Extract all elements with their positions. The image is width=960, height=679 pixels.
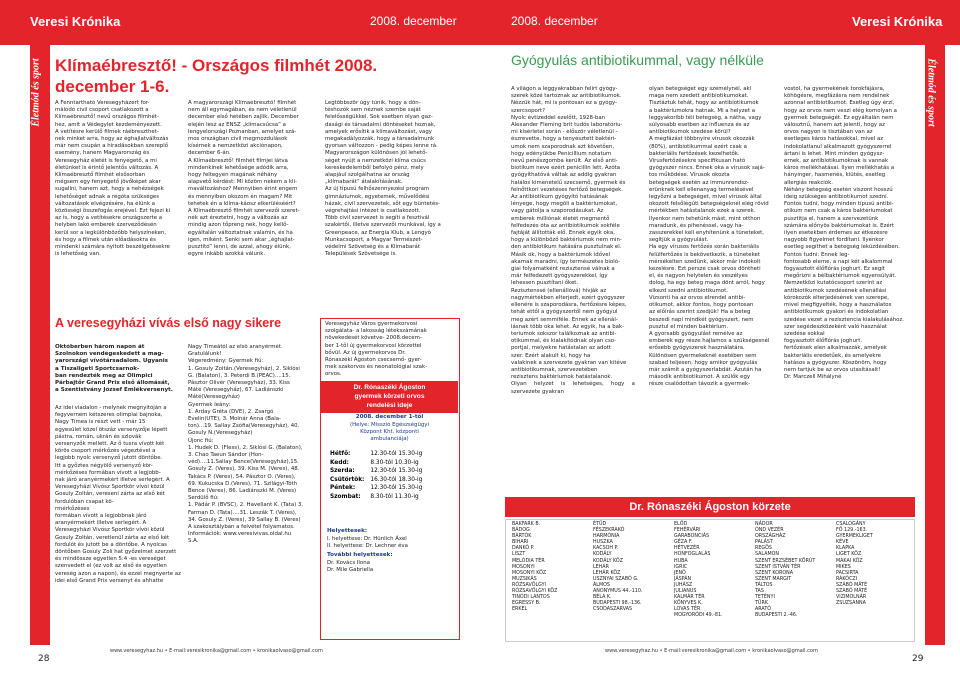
left-footer: www.veresegyhaz.hu • E-mail:veresikronika@gmail.com • kronikaolvaso@gmail.com [110, 648, 323, 654]
swim-lead: Októberben három napon át Szolnokon vendégeskedett a mag- yarországi vívótársadalom. Ugyanis a Tiszaligeti Sportcsarnok- ban rendezték meg az Olimpici Párbajtőr Grand Prix első állomását, a Szentistvány József Emlékversenyt. [55, 344, 173, 394]
hours-day: Hétfő: [330, 451, 351, 457]
hours-day: Kedd: [330, 459, 349, 466]
right-page-number: 29 [912, 654, 924, 664]
hours-time: 8.30-tól 10.30-ig [370, 459, 419, 466]
film-col-1: A Fenntartható Veresegyházért for- málódó civil csoport csatlakozott a Klímaébresztő! nevű országos filmhét- hez, amit a Védegylet kezdeményezett. A vetítésre kerülő filmek ráébreszthet- nek minket arra, hogy az éghajlatváltozás már nem csupán a híradásokban szereplő esemény, hanem Magyarország és Veresegyház életét is fenyegető, a mi életünket is érintő jelentős változás. A Klímaébresztő filmhét elsősorban mégsem egy fenyegető jövőképet akar sugallni, hanem azt, hogy a nehézségek lehetőséget adnak a régóta szükséges változatások elvégzésére, ha élünk a közösségi összefogás erejével. Ezt fejezi ki az is, hogy a vetítésekre országszerte a helyben lakó emberek szerveződésén kerül sor a legkülönbözőbb helyszíneken, és hogy a filmek után előadásokra és mindenki számára nyitott beszélgetésekre is lehetőség van. [55, 100, 171, 258]
rendelo-intro: Veresegyház Város gyermekorvosi szolgálata- a lakosság létekszámának növekedését követve- 2008.decem- ber 1-től új gyermekorvosi körzettel bővül. Az új gyermekorvos Dr. Rónaszéki Ágoston csecsemő- gyer- mek szakorvos és neonatológiai szak- orvos. [325, 321, 428, 378]
korzet-col-4: NÁDOR ÓND VEZÉR ORSZÁGHÁZ PALÁST REGÖS SALAMON SZENT ERZSÉBET KÖRÚT SZENT ISTVÁN TÉR SZENT KORONA SZENT MARGIT TÁLTOS TAS TETÉNYI TÜRK ARATÓ BUDAPESTI 2.-46. [755, 522, 816, 619]
hours-day: Csütörtök: [330, 476, 365, 483]
film-title: Klímaébresztő! - Országos filmhét 2008. [55, 56, 378, 75]
hours-day: Szombat: [330, 493, 361, 500]
left-side-bar [30, 45, 50, 659]
gyogy-title: Gyógyulás antibiotikummal, vagy nélküle [511, 52, 764, 68]
hours-row [327, 459, 425, 468]
tovabbi-title: További helyettesek: [327, 552, 393, 558]
swim-col-2: Nagy Tímeától az első aranyérmét. Gratulálunk! Végeredmény: Gyermek fiú: 1. Gosuly Zoltán.(Veresegyház), 2. Siklósi G. (Balaton), 3. Peterdi B.(PEAC)....15. Pásztor Olivér (Veresegyház), 33. Kiss Máté (Veresegyház), 67. Ladiánszki Máté(Veresegyház) Gyermek leány: 1. Arday Gréta (DVE), 2. Zsargó Evelin(UTE), 3. Molnár Anna (Bala- ton)...19. Sallay Zsófia(Veresegyház), 40. Gosuly N.(Veresegyház) Újonc fiú: 1. Hudek D. (Fless), 2. Siklósi G. (Balaton), 3. Chao Taeun Sándor (Hon- véd)....11.Sallay Bence(Veresegyház),15. Gosuly Z. (Veres), 39. Kiss M. (Veres), 48. Takács P. (Veres), 54. Pásztor O. (Veres), 69. Kukucska D.(Veres), 71. Szilágyi-Tóth Bence (Veres), 86. Ladiánszki M. (Veres) Serdülő fiú: 1. Pádár P. (BVSC), 2. Havellant K. (Tata) 3. Farman D. (Tata)....31. Leszák T. (Veres), 34. Gosuly Z. (Veres), 39 Sallay B. (Veres) A szakosztályban a felvétel folyamatos. Információk: www.veresivivas.oldal.hu S.A. [188, 344, 304, 545]
tovabbi-list: Dr. Kovács Ilona Dr. Mile Gabriella [327, 560, 374, 573]
left-page-number: 28 [38, 654, 50, 664]
hours-day: Szerda: [330, 468, 355, 474]
hours-row [327, 467, 425, 476]
hours-table [327, 450, 425, 501]
korzet-col-2: ÉTÜD FÉSZEKRAKÓ HARMÓNIA HUSZKA KACSOH P. KODÁLY KODÁLY KÖZ LEHÁR LEHÁR KÖZ USZNYAI SZABÓ G. ÁLMOS ANONYMUS 44.-110. BÉLA K. BUDAPESTI 98.-136. CSODASZARVAS [593, 522, 643, 613]
hours-row [327, 450, 425, 459]
hours-time: 8.30-tól 11.30-ig [370, 493, 419, 500]
swim-col-1: Az idei viadalon - melynek megnyitóján a fegyvernem kétszeres olimpiai bajnoka, Nagy Tímea is részt vett - már 15 egyesület közel ötszáz versenyzője lépett pástra, román, ukrán és szlovák versenyzők mellett. Az ő tusra vívott két körös csoport mérkőzés végeztével a legjobb nyolc versenyző jutott döntőbe. Itt a győztes négyölő versenyző kör- mérkőzéses formában vívott a legjobb- nak járó aranyérmekért illetve serlegért. A Veresegyházi Vívósz Sportkör vívói közül Gosuly Zoltán, vereseni zárta az első két fordulóban csapat kö- rmérkőzéses formában vívott a legjobbnak járó aranyérmekért illetve serlegért. A Veresegyházi Vívósz Sportkör vívói közül Gosuly Zoltán, veretlenül zárta az első két fordulót és jutott be a döntőbe. A nyolcas döntőben Gosuly Zoli hat győzelmet szerzett és mindössze egyetlen 5:4 -es vereséget szenvedett el (ez volt az első és egyetlen vereség azon a napon), és ezzel megnyerte az idei első Grand Prix versenyt és ahhatte [55, 405, 181, 584]
right-footer: www.veresegyhaz.hu • E-mail:veresikronika@gmail.com • kronikaolvaso@gmail.com [605, 648, 818, 654]
right-page-title: Veresi Krónika [852, 14, 943, 29]
film-col-2: A magyarországi Klímaébresztő! filmhét nem áll egymagában, és nem véletlenül december első hetében zajlik. December elején lesz az ENSZ „klímacsúcsa” a lengyelországi Poznanban, amelyet szá- mos országban civil megmozdulások kísérnek a nemzetközi akciónapon, december 6-án. A Klímaébresztő! filmhét filmjei látva mindenkinek lehetősége adódik arra, hogy feltegyen magának néhány alapvető kérdést: Mi közöm nekem a kli- maváltozáshoz? Mennyiben érint engem és mennyiben okozom én magam? Mit tehetek én a klíma-káosz elkerüléséért? A Klímaébresztő filmhét szervezői szeret- nék azt éreztetni, hogy a változás az mindig azon tőpreng nek, hogy kellő- egyáltalán változtatnak valamin, és ha igen, miként. Senki sem akar „éghajlat- pusztító” lenni, de azzal, ahogy élünk, egyre inkább azokká válunk. [188, 100, 300, 258]
korzet-col-5: CSALOGÁNY FŐ 129.-163. GYERMEKLIGET KÉVE KLAPKA LIGET KÖZ MAKAI KÖZ MIKES PACSIRTA RÁKÓCZI SZÁBÓ MÁTÉ SZABÓ MÁTÉ VIZIMOLNÁR ZSUZSANNA [836, 522, 873, 607]
hours-day: Péntek: [330, 485, 356, 491]
swim-title: A veresegyházi vívás első nagy sikere [55, 316, 282, 330]
left-side-label: Életmód és sport [30, 58, 42, 127]
right-side-label: Életmód és sport [925, 58, 937, 127]
gyogy-col-2: olyan betegséget egy személynél, aki maga nem szedett antibiotikumokat. Tisztáztuk tehát, hogy az antibiotikumok a baktériumokra hatnak. Mi a helyzet a leggyakoribb téli betegség, a nátha, vagy súlyosabb esetben az influenza és az antibiotikumok szedése körül? A megfázást többnyire vírusok okozzák (80%), antibiotikummal ezért csak a bakteriális fertőzések kezelhetők. Vírusfertőzésekre specifikusan ható gyógyszer nincs. Ennek oka a vírusok sajá- tos működése. Vírusok okozta betegségek esetén az immunrendsz- erünknek kell ellenanyag termelésével legyőzni a betegséget, mivel vírusok által okozott felsőlégúti betegségeknél elég rövid mértékben hatástalanok ezek a szerek. Ilyenkor nem tehetünk mást, mint otthon maradunk, és pihenéssel, vagy ha- zasszerekkel kell enyhítenünk a tüneteket, segítjük a gyógyulást. Ha egy vírusos fertőzés során bakteriális felülfertőzés is bekövetkezik, a tüneteket mérsékelten szedünk, akkor már indokolt kezelésre. Ezt persze csak orvos döntheti el, és nagyon helytelen és veszélyes dolog, ha egy beteg maga dönt arról, hogy elkezd szedni antibiotikumot. Vizsonti ha az orvos elrendel antibi- otikumot, akkor fontos, hogy pontosan az előírás szerint szedjük! Ha a beteg beszedi napi mindkét gyógyszert, nem pusztul el minden baktérium. A gyorsabb gyógyulást remélve az emberek egy része hajlamos a szükségesnél erősebb gyógyszerek használatára. Különösen gyermekeknél esetében sem szabad teljesen, hogy amikor gyógyulás már számít a gyógyszerlabdát. Azután ha második antibiotikumot. A szülők egy része csalódottan távozik a gyermek- [649, 86, 770, 388]
gyogy-col-1: A világon a leggyakrabban felírt gyógy- szerek közé tartoznak az antibiotikumok. Nézzük hát, mi is pontosan ez a gyógy- szercsoport? Nyolc évtizeddel ezelőtt, 1928-ban Alexander Fleming brit tudós laboratóriu- mi kísérletei során - először véletlenül - észrevette, hogy a tenyésztett baktéri- umok nem szaporodnak azt követően, hogy edényükbe Penicillium notatum nevű penészgomba került. Az első anti- biotikum neve ezért penicillin lett. Azóta gyógyíthatóvá váltak az addig gyakran halálos kimenetelű szecsemő, gyermek és felnőttkori vezetéses fertőző betegségek. Az antibiotikum gyógyító hatásának lényege, hogy megöli a baktériumokat, vagy gátolja a szaporodásukat. Az emberek milliónak életét megmentő felfedezés óta az antibiotikumok sokféle fajtáját állították elő. Ennek egyik oka, hogy a különböző baktériumok nem min- den antibiotikum hatására pusztulnak el. Másik ok, hogy a baktériumok idővel akarnak maradni, így természetes bioló- giai folyamatként rezisztensé válnak a már felfedezett gyógyszerekkel, így lehessen pusztítani őket. Rezisztenssé (ellenállóvá) hívják az nagymértékben elterjedt, ezért gyógyszer ellenére is szaporodásra, fertőzésre képes, tehát ettől a gyógyszertől nem gyógyul meg azért semmiféle. Ennek az ellenál- lásnak több oka lehet. Az egyik, ha a bak- teriumok sokszor találkoznak az antibi- otikummal, és kialakítódnak olyan cso- portjai, melyekre hatástalan az adott szer. Ezért alakult ki, hogy ha valakinek a szervezete gyakran van kitéve antibiotikumnak, szervezetében rezisztens baktériumok hatástalanok. Olyan helyzet is lehetséges, hogy a szervezete gyakran [511, 86, 635, 395]
helyettes-title: Helyettesek: [327, 528, 368, 534]
gyogy-col-3: vostól, ha gyermekének torokfájásra, köhögésre, megfázásra nem rendelnek azonnal antibiotikumot. Esetleg úgy érzi, hogy az orvos nem veszi elég komolyan a gyermek betegségét. Ez egyáltalán nem válosztnű, hanem azt jelenti, hogy az orvos nagyon is tisztában van az esetleges káros hatásokkal, mivel az indokolatlanul alkalmazott gyógyszerrel ártani is lehet. Mint minden gyógysz- ernek, az antibiotikumoknak is vannak káros mellékhatásai. Ilyen mellékhatás a hányinger, hasmenés, kiütés, esetleg allergiás reakciók. Néhány betegség esetén viszont hosszú ideig szükséges antibiotikumot szedni. Fontos tudni, hogy minden típusú antibi- otikum nem csak a káros baktériumokat pusztítja el, hanem a szervezetünk számára előnyös baktériumokat is. Ezért ilyen esetekben érdemes az étkezésre nagyobb figyelmet fordítani. Ilyenkor esetleg segíthet a betegség leküzdésében. Fontos tudni: Ennek leg- fontosabb eleme, a napi két alkalommal fogyasztott élőflórás joghurt. Ez segít megőrizni a bélbaktériumok egyensúlyát. Nemzetközi kutatócsoport szerint az antibiotikumok szedésének ellenállási kórokozók elterjedésének van szerepe, mivel megfigyelték, hogy a használatos antibiotikumok gyakori és indokolatlan szedése vezet a rezisztencia kialakulásához. szer segédeszközeként való használat szedése sokkal fogyasztott élőflórás joghurt. fertőzések elen alkalmazzák, amelyek bakteriális eredetűek, és amelyekre hatásos a gyógyszer. Köszönöm, hogy nem tartjuk be az orvos utasításait! Dr. Marczell Mihályné [784, 86, 904, 381]
right-page-date: 2008. december [511, 14, 598, 28]
korzet-col-3: ELŐD FEHÉRVÁRI GARABONCIÁS GÉZA F. HÉTVEZÉR HONFOGLALÁS HUBA IGRIC JENŐ JÁSPÁN JUHÁSZ JULIANUS KALMÁR TÉR KÖNYVES K. LOVAS TÉR MOGYORÓDI 49.-81. [674, 522, 723, 619]
right-side-bar [925, 45, 945, 659]
rendelo-start: 2008. december 1-től [355, 414, 424, 420]
hours-row [327, 484, 425, 493]
film-col-3: Legtöbbször úgy tűnik, hogy a dön- téshozók sem néznek szembe saját felelősségükkel. Sok esetben olyan gaz- dasági és társadalmi döntéseket hoznak, amelyek erősítik a klímaváltozást, vagy megakadályozzák, hogy a társadalmunk gyorsan változzon - pedig képes lenne rá. Magyarországon különösen jól lehető- séget nyújt a nemzetközi klíma csúcs kereskedelemből befolyó pénz, mely alapjául szolgálhatna az ország „klímabarát” átalakításának. Az új típusú felhőszennyezési program gimnáziumok, egyetemek, művelődési házak, civil szervezetek, sőt egy büntetés- végrehajtási intézet is csatlakozott. Több civil szervezet is segíti a fesztivál szakértői, illetve szervezői munkával, így a Greenpeace, az Energia Klub, a Lengyó Munkacsoport, a Magyar Természet- védelmi Szövetség és a Klímabarát Települések Szövetsége is. [325, 100, 441, 258]
rendelo-place: (Helye: Misszió Egészségügyi Központ Kht. központi ambulanciája) [350, 422, 429, 442]
korzet-title-bar: Dr. Rónaszéki Ágoston körzete [505, 497, 915, 517]
rendelo-name-bar: Dr. Rónaszéki Ágoston gyermek körzeti orvos rendelési ideje [321, 381, 458, 413]
header-bar [0, 0, 960, 45]
hours-time: 12.30-tól 15.30-ig [370, 451, 423, 457]
hours-time: 12.30-tól 15.30-ig [370, 485, 423, 491]
hours-time: 16.30-tól 18.30-ig [370, 476, 423, 483]
left-page-date: 2008. december [370, 14, 457, 28]
hours-time: 12.30-tól 15.30-ig [370, 468, 423, 474]
left-page-title: Veresi Krónika [30, 14, 121, 29]
hours-row [327, 476, 425, 485]
hours-row [327, 493, 425, 502]
korzet-col-1: BAKFARK B. BÁDOG BÁRTÓK BIHARI DANKÓ P. LISZT MELÓDIA TÉR MOSONYI MOSONYI KÖZ MUZSIKÁS RÓZSAVÖLGYI RÓZSAVÖLGYI KÖZ TINÓDI LANTOS EGRESSY B. ERKEL [512, 522, 558, 613]
helyettes-list: I. helyettese: Dr. Hünlich Áxel II. helyettese: Dr. Lechner éva [327, 536, 408, 549]
film-subtitle: december 1-6. [55, 77, 170, 96]
